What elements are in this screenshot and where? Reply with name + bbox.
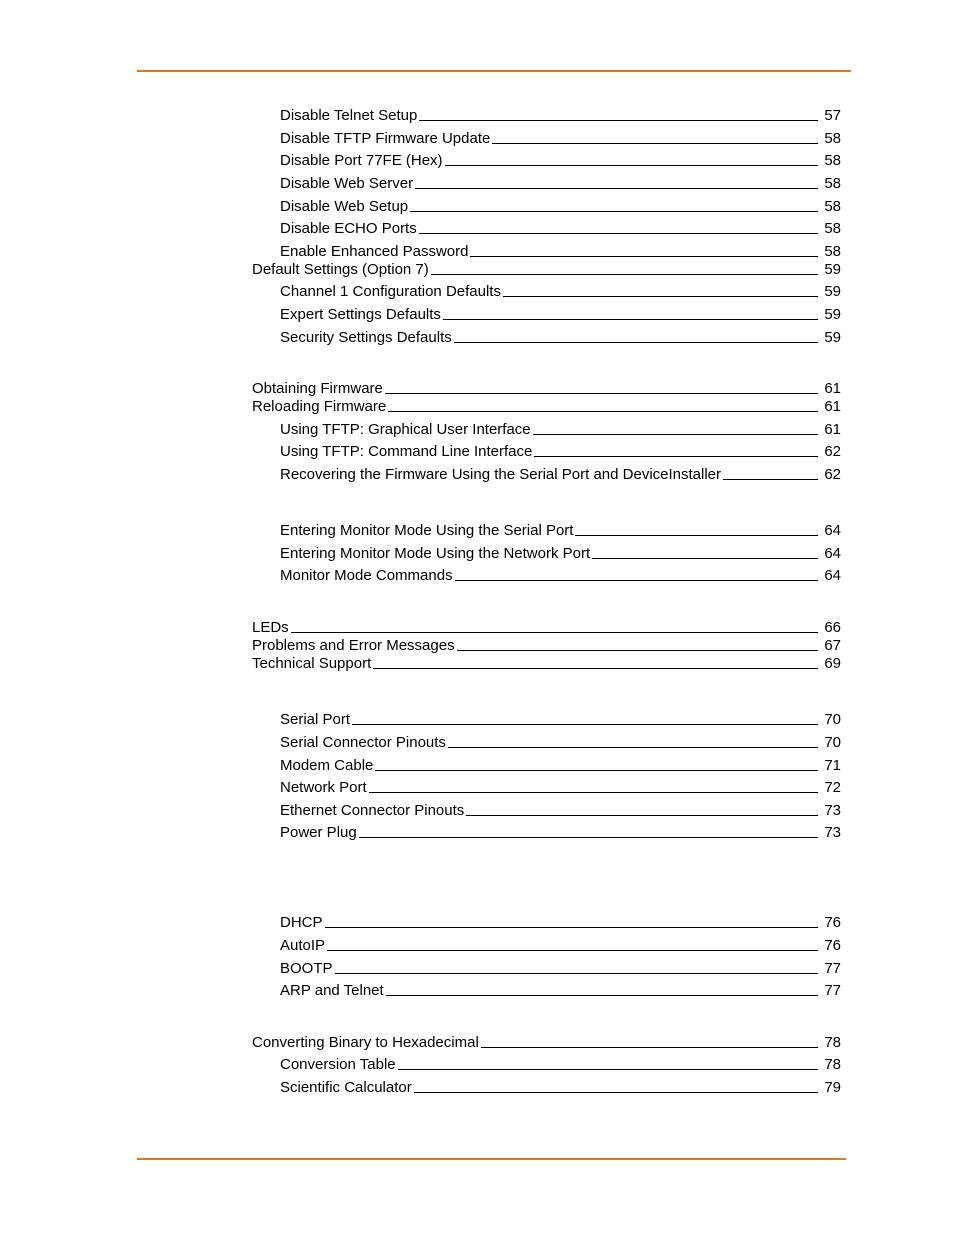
toc-entry[interactable] xyxy=(280,567,841,585)
toc-entry-page-number: 73 xyxy=(824,802,841,819)
toc-leader-line xyxy=(419,120,818,121)
toc-entry-page-number: 62 xyxy=(824,466,841,483)
toc-leader-line xyxy=(723,479,818,480)
toc-entry-title: ARP and Telnet xyxy=(280,982,384,999)
toc-entry-title: LEDs xyxy=(252,619,289,636)
toc-entry-page-number: 64 xyxy=(824,545,841,562)
toc-leader-line xyxy=(454,342,819,343)
toc-leader-line xyxy=(533,434,819,435)
toc-leader-line xyxy=(414,1092,819,1093)
toc-entry-title: Modem Cable xyxy=(280,757,374,774)
toc-entry[interactable] xyxy=(280,466,841,484)
toc-entry-title: Using TFTP: Command Line Interface xyxy=(280,443,533,460)
toc-entry[interactable] xyxy=(280,130,841,148)
toc-leader-line xyxy=(534,456,818,457)
toc-entry-page-number: 61 xyxy=(824,380,841,397)
toc-entry[interactable] xyxy=(280,734,841,752)
toc-entry-page-number: 73 xyxy=(824,824,841,841)
toc-entry-page-number: 77 xyxy=(824,982,841,999)
toc-entry-page-number: 69 xyxy=(824,655,841,672)
toc-entry-title: Enable Enhanced Password xyxy=(280,243,469,260)
toc-entry-page-number: 66 xyxy=(824,619,841,636)
toc-entry-page-number: 70 xyxy=(824,734,841,751)
toc-entry[interactable] xyxy=(280,243,841,261)
toc-leader-line xyxy=(503,296,818,297)
toc-entry-page-number: 76 xyxy=(824,937,841,954)
toc-entry-page-number: 72 xyxy=(824,779,841,796)
toc-entry[interactable] xyxy=(280,1056,841,1074)
toc-leader-line xyxy=(335,973,819,974)
toc-entry[interactable] xyxy=(280,443,841,461)
toc-entry-title: Disable Telnet Setup xyxy=(280,107,418,124)
toc-leader-line xyxy=(481,1047,819,1048)
toc-leader-line xyxy=(431,274,819,275)
toc-entry[interactable] xyxy=(252,619,841,637)
toc-leader-line xyxy=(410,211,818,212)
toc-entry-page-number: 58 xyxy=(824,220,841,237)
toc-entry-title: Serial Connector Pinouts xyxy=(280,734,446,751)
toc-leader-line xyxy=(466,815,818,816)
toc-leader-line xyxy=(455,580,819,581)
toc-entry-page-number: 77 xyxy=(824,960,841,977)
toc-entry[interactable] xyxy=(280,152,841,170)
toc-entry-title: Disable ECHO Ports xyxy=(280,220,417,237)
toc-entry[interactable] xyxy=(280,711,841,729)
toc-entry-page-number: 59 xyxy=(824,283,841,300)
toc-leader-line xyxy=(291,632,819,633)
toc-entry-title: Disable Web Setup xyxy=(280,198,409,215)
toc-entry-title: Problems and Error Messages xyxy=(252,637,455,654)
toc-entry[interactable] xyxy=(280,220,841,238)
footer-rule xyxy=(137,1158,846,1160)
toc-entry[interactable] xyxy=(280,757,841,775)
toc-entry-page-number: 78 xyxy=(824,1056,841,1073)
toc-entry-title: Using TFTP: Graphical User Interface xyxy=(280,421,531,438)
toc-leader-line xyxy=(373,668,818,669)
toc-entry[interactable] xyxy=(252,398,841,416)
toc-entry[interactable] xyxy=(280,779,841,797)
toc-entry[interactable] xyxy=(252,637,841,655)
toc-entry-page-number: 67 xyxy=(824,637,841,654)
toc-entry-page-number: 78 xyxy=(824,1034,841,1051)
toc-entry-page-number: 76 xyxy=(824,914,841,931)
toc-entry[interactable] xyxy=(280,937,841,955)
toc-leader-line xyxy=(386,995,819,996)
toc-entry[interactable] xyxy=(280,283,841,301)
toc-leader-line xyxy=(415,188,818,189)
toc-entry[interactable] xyxy=(280,175,841,193)
toc-entry-title: Disable TFTP Firmware Update xyxy=(280,130,491,147)
toc-leader-line xyxy=(375,770,818,771)
toc-entry[interactable] xyxy=(252,655,841,673)
toc-entry-title: Disable Port 77FE (Hex) xyxy=(280,152,443,169)
toc-entry-title: Technical Support xyxy=(252,655,372,672)
toc-entry-title: Channel 1 Configuration Defaults xyxy=(280,283,501,300)
toc-leader-line xyxy=(443,319,818,320)
toc-entry[interactable] xyxy=(280,914,841,932)
toc-entry-page-number: 59 xyxy=(824,261,841,278)
toc-entry-title: Conversion Table xyxy=(280,1056,396,1073)
toc-leader-line xyxy=(445,165,819,166)
toc-entry[interactable] xyxy=(252,261,841,279)
toc-leader-line xyxy=(457,650,819,651)
toc-leader-line xyxy=(359,837,819,838)
toc-leader-line xyxy=(470,256,818,257)
toc-entry-title: Security Settings Defaults xyxy=(280,329,452,346)
toc-entry-page-number: 58 xyxy=(824,198,841,215)
toc-entry[interactable] xyxy=(252,380,841,398)
toc-entry-page-number: 59 xyxy=(824,329,841,346)
toc-entry-title: Recovering the Firmware Using the Serial Port and DeviceInstaller xyxy=(280,466,722,483)
toc-entry-title: Reloading Firmware xyxy=(252,398,387,415)
toc-leader-line xyxy=(385,393,818,394)
toc-leader-line xyxy=(492,143,818,144)
toc-entry-title: Disable Web Server xyxy=(280,175,414,192)
toc-leader-line xyxy=(575,535,818,536)
toc-entry-title: Scientific Calculator xyxy=(280,1079,412,1096)
toc-leader-line xyxy=(398,1069,819,1070)
toc-entry-page-number: 64 xyxy=(824,522,841,539)
toc-entry[interactable] xyxy=(280,824,841,842)
toc-entry[interactable] xyxy=(280,107,841,125)
toc-leader-line xyxy=(419,233,819,234)
toc-leader-line xyxy=(327,950,818,951)
toc-entry-title: Monitor Mode Commands xyxy=(280,567,453,584)
toc-entry-page-number: 59 xyxy=(824,306,841,323)
toc-entry-title: Default Settings (Option 7) xyxy=(252,261,429,278)
toc-leader-line xyxy=(448,747,818,748)
toc-entry-page-number: 79 xyxy=(824,1079,841,1096)
toc-entry-title: Entering Monitor Mode Using the Serial Port xyxy=(280,522,574,539)
toc-entry-title: Network Port xyxy=(280,779,367,796)
toc-entry[interactable] xyxy=(280,421,841,439)
toc-entry[interactable] xyxy=(280,982,841,1000)
toc-leader-line xyxy=(388,411,818,412)
toc-entry-title: Ethernet Connector Pinouts xyxy=(280,802,465,819)
toc-entry-title: BOOTP xyxy=(280,960,333,977)
toc-entry-title: Entering Monitor Mode Using the Network Port xyxy=(280,545,591,562)
toc-entry[interactable] xyxy=(280,329,841,347)
toc-entry-page-number: 57 xyxy=(824,107,841,124)
toc-entry[interactable] xyxy=(280,545,841,563)
toc-entry-page-number: 70 xyxy=(824,711,841,728)
toc-entry-title: DHCP xyxy=(280,914,323,931)
toc-entry-title: Expert Settings Defaults xyxy=(280,306,441,323)
toc-entry[interactable] xyxy=(280,802,841,820)
toc-entry[interactable] xyxy=(280,960,841,978)
toc-entry-page-number: 58 xyxy=(824,152,841,169)
toc-leader-line xyxy=(369,792,819,793)
toc-entry-page-number: 58 xyxy=(824,243,841,260)
toc-entry-title: Serial Port xyxy=(280,711,351,728)
toc-entry-page-number: 62 xyxy=(824,443,841,460)
toc-entry-page-number: 58 xyxy=(824,175,841,192)
toc-leader-line xyxy=(592,558,818,559)
toc-entry-page-number: 64 xyxy=(824,567,841,584)
toc-entry-page-number: 58 xyxy=(824,130,841,147)
toc-entry[interactable] xyxy=(280,306,841,324)
toc-entry-title: Obtaining Firmware xyxy=(252,380,383,397)
toc-entry-title: Power Plug xyxy=(280,824,357,841)
toc-entry[interactable] xyxy=(280,1079,841,1097)
toc-entry[interactable] xyxy=(280,198,841,216)
toc-leader-line xyxy=(325,927,819,928)
toc-entry[interactable] xyxy=(280,522,841,540)
toc-entry-title: Converting Binary to Hexadecimal xyxy=(252,1034,479,1051)
toc-entry[interactable] xyxy=(252,1034,841,1052)
toc-leader-line xyxy=(352,724,818,725)
toc-entry-page-number: 71 xyxy=(824,757,841,774)
toc-entry-page-number: 61 xyxy=(824,398,841,415)
toc-entry-page-number: 61 xyxy=(824,421,841,438)
toc-entry-title: AutoIP xyxy=(280,937,326,954)
